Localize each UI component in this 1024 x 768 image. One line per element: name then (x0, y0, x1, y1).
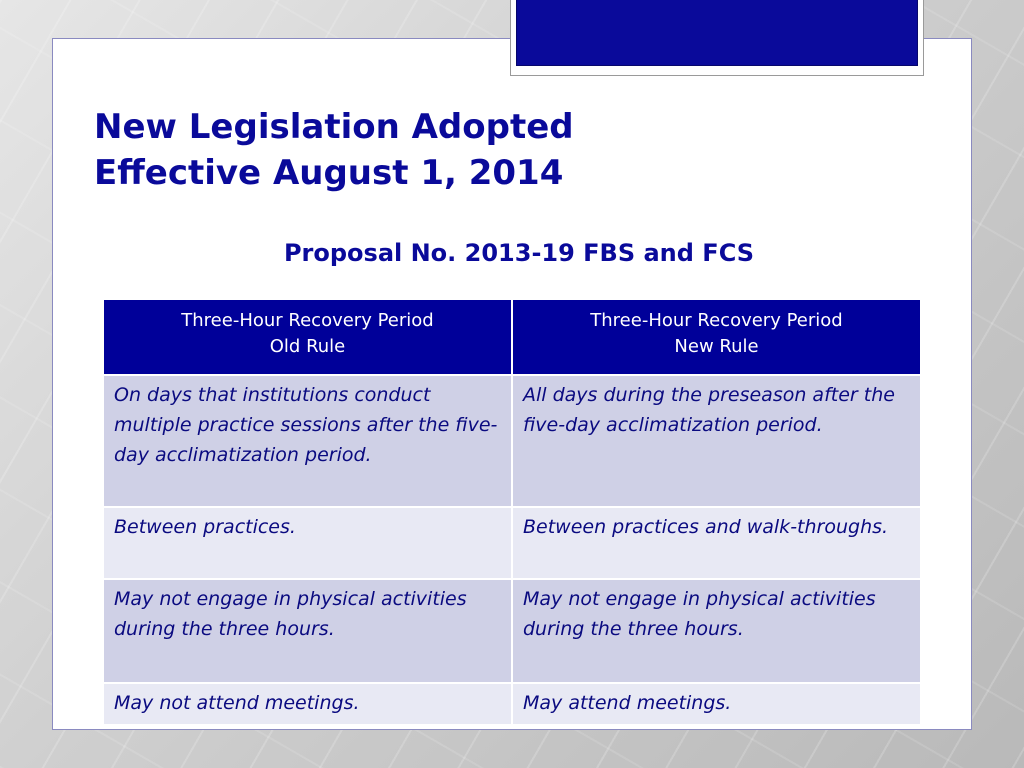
table-row (103, 683, 921, 725)
new-rule-cell: Between practices and walk-throughs. (512, 507, 921, 579)
table-row (103, 507, 921, 579)
header-old-rule-line-2: Old Rule (269, 336, 346, 357)
accent-bar (516, 0, 918, 66)
slide-title (94, 104, 574, 196)
header-old-rule-line-1: Three-Hour Recovery Period (181, 310, 434, 331)
header-new-rule-line-1: Three-Hour Recovery Period (590, 310, 843, 331)
title-line-2: Effective August 1, 2014 (94, 153, 564, 193)
new-rule-cell: May not engage in physical activities during the three hours. (512, 579, 921, 683)
old-rule-cell: On days that institutions conduct multiple practice sessions after the five-day acclimatization period. (103, 375, 512, 507)
new-rule-cell: All days during the preseason after the five-day acclimatization period. (512, 375, 921, 507)
slide-subtitle: Proposal No. 2013-19 FBS and FCS (283, 239, 755, 267)
old-rule-cell: Between practices. (103, 507, 512, 579)
header-new-rule (512, 299, 921, 375)
rules-comparison-table (102, 298, 922, 726)
header-old-rule (103, 299, 512, 375)
table-header-row (103, 299, 921, 375)
table-row (103, 375, 921, 507)
new-rule-cell: May attend meetings. (512, 683, 921, 725)
table-row (103, 579, 921, 683)
old-rule-cell: May not engage in physical activities during the three hours. (103, 579, 512, 683)
header-new-rule-line-2: New Rule (674, 336, 759, 357)
title-line-1: New Legislation Adopted (94, 107, 574, 147)
old-rule-cell: May not attend meetings. (103, 683, 512, 725)
